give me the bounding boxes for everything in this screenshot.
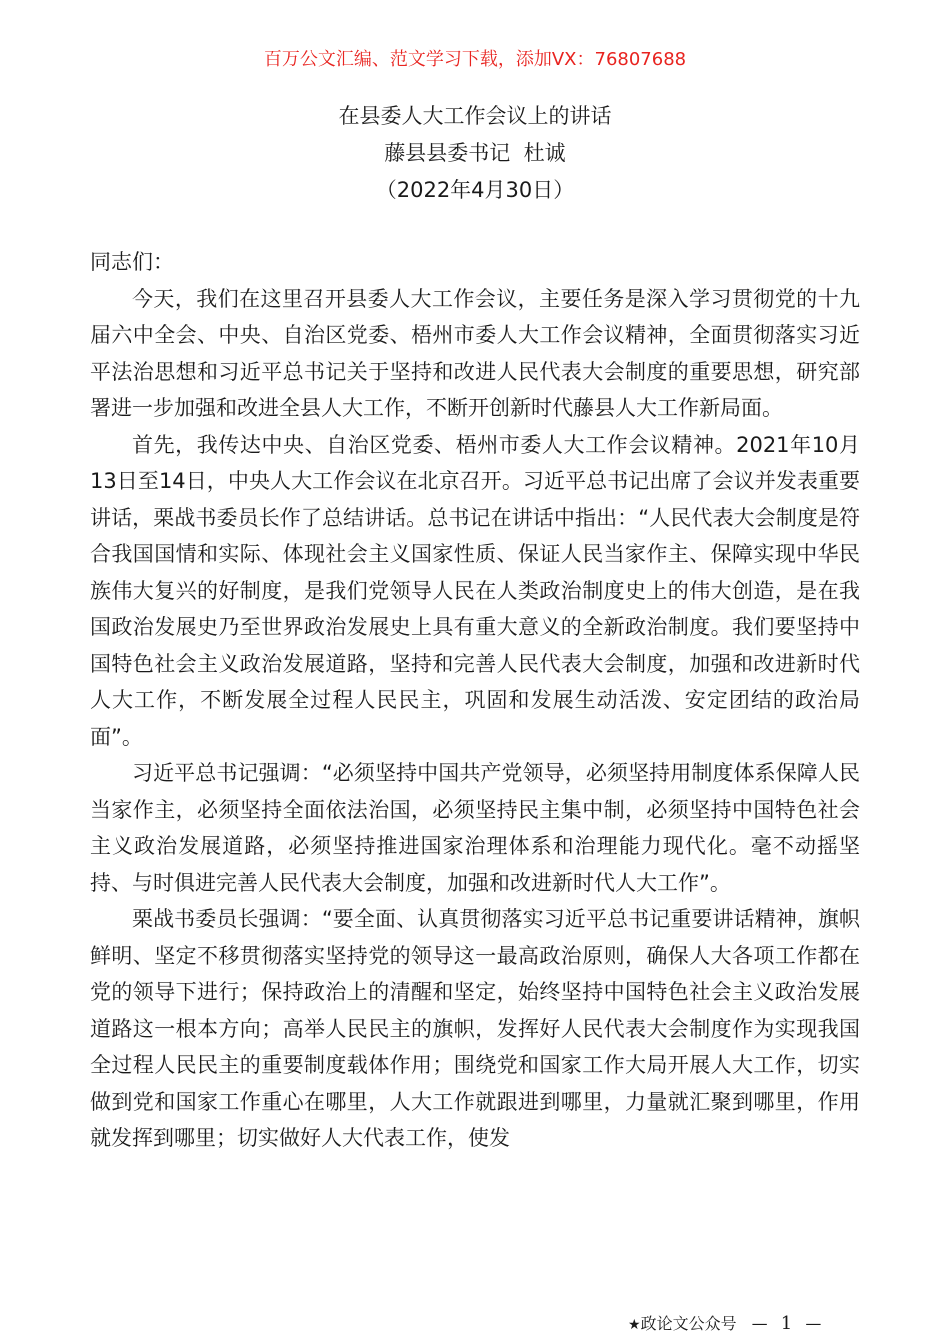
page-number: 1 [780,1313,793,1334]
document-body [90,244,860,1157]
page-dash-right: — [805,1314,822,1333]
page-dash-left: — [751,1314,768,1333]
download-banner: 百万公文汇编、范文学习下载，添加VX：76807688 [263,49,687,70]
page-footer [628,1312,821,1337]
paragraph-li-emphasis: 栗战书委员长强调：“要全面、认真贯彻落实习近平总书记重要讲话精神，旗帜鲜明、坚定不移贯彻落实坚持党的领导这一最高政治原则，确保人大各项工作都在党的领导下进行；保持政治上的清醒和坚定，始终坚持中国特色社会主义政治发展道路这一根本方向；高举人民民主的旗帜，发挥好人民代表大会制度作为实现我国全过程人民民主的重要制度载体作用；围绕党和国家工作大局开展人大工作，切实做到党和国家工作重心在哪里，人大工作就跟进到哪里，力量就汇聚到哪里，作用就发挥到哪里；切实做好人大代表工作，使发 [90,907,860,1150]
document-title: 在县委人大工作会议上的讲话 [338,104,612,128]
paragraph-xi-emphasis: 习近平总书记强调：“必须坚持中国共产党领导，必须坚持用制度体系保障人民当家作主，必须坚持全面依法治国，必须坚持民主集中制，必须坚持中国特色社会主义政治发展道路，必须坚持推进国家治理体系和治理能力现代化。毫不动摇坚持、与时俱进完善人民代表大会制度，加强和改进新时代人大工作”。 [90,761,860,895]
document-date: （2022年4月30日） [375,178,575,202]
footer-source: 政论文公众号 [640,1314,737,1333]
document-header [0,98,950,209]
paragraph-central-meeting: 首先，我传达中央、自治区党委、梧州市委人大工作会议精神。2021年10月13日至14日，中央人大工作会议在北京召开。习近平总书记出席了会议并发表重要讲话，栗战书委员长作了总结讲话。总书记在讲话中指出：“人民代表大会制度是符合我国国情和实际、体现社会主义国家性质、保证人民当家作主、保障实现中华民族伟大复兴的好制度，是我们党领导人民在人类政治制度史上的伟大创造，是在我国政治发展史乃至世界政治发展史上具有重大意义的全新政治制度。我们要坚持中国特色社会主义政治发展道路，坚持和完善人民代表大会制度，加强和改进新时代人大工作，不断发展全过程人民民主，巩固和发展生动活泼、安定团结的政治局面”。 [90,432,860,749]
paragraph-intro: 今天，我们在这里召开县委人大工作会议，主要任务是深入学习贯彻党的十九届六中全会、中央、自治区党委、梧州市委人大工作会议精神，全面贯彻落实习近平法治思想和习近平总书记关于坚持和改进人民代表大会制度的重要思想，研究部署进一步加强和改进全县人大工作，不断开创新时代藤县人大工作新局面。 [90,286,860,420]
salutation: 同志们： [90,250,174,274]
document-author: 藤县县委书记 杜诚 [384,141,566,165]
star-icon: ★ [628,1317,641,1333]
